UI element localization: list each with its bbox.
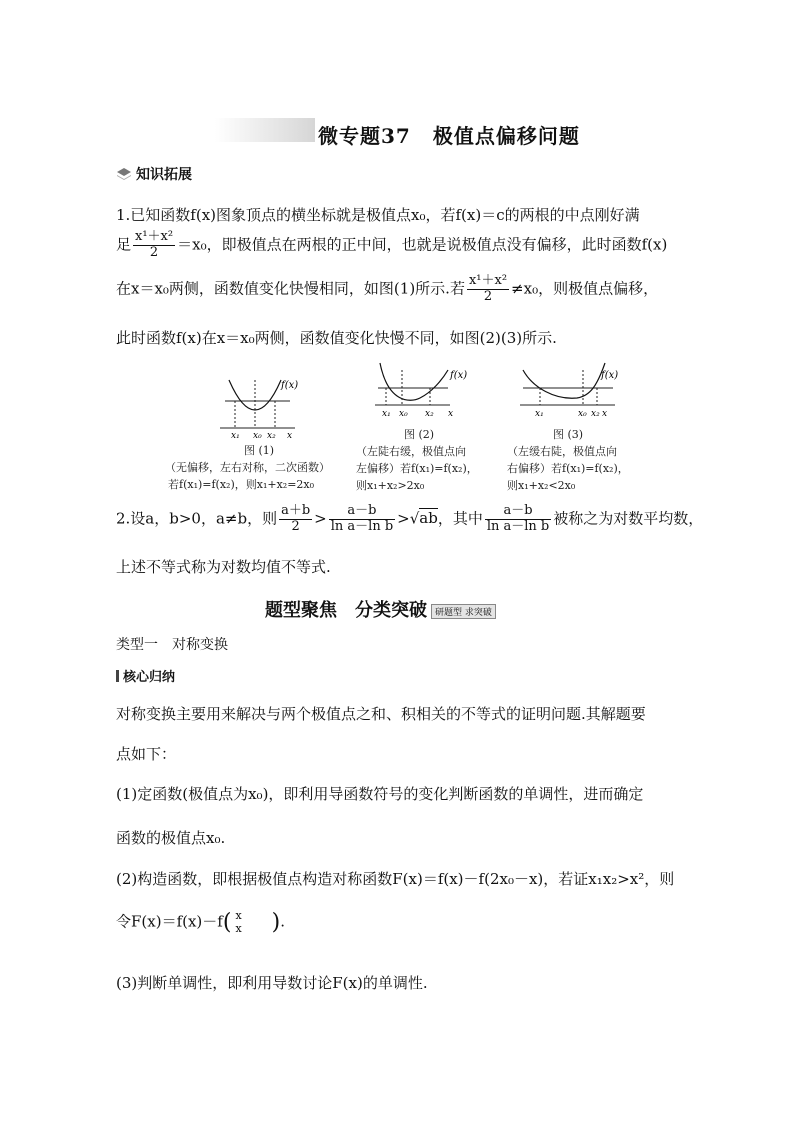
body-line6: 令F(x)＝f(x)－f( x x ). [116,909,286,936]
fig1-caption-1: （无偏移，左右对称，二次函数） [165,461,330,474]
section-heading-types: 题型聚焦 分类突破 研题型 求突破 [265,596,496,622]
bar-marker-icon [116,670,119,682]
title-number: 微专题37 [318,124,411,148]
body-line3: (1)定函数(极值点为x₀)，即利用导函数符号的变化判断函数的单调性，进而确定 [116,785,644,803]
title-decor-bar [215,118,315,142]
svg-text:x₀: x₀ [578,409,587,419]
svg-text:x₂: x₂ [591,409,600,419]
body-line2: 点如下： [116,745,177,763]
svg-text:x₁: x₁ [231,431,240,441]
fraction-mid-2: $\frac{\text{x¹＋x²}}{2}$ [468,273,508,304]
fig3-caption-2: 右偏移）若f(x₁)=f(x₂)， [507,462,629,475]
para2-line2: 上述不等式称为对数均值不等式. [116,558,331,576]
fig2-caption-1: （左陡右缓，极值点向 [356,445,466,458]
title-text: 极值点偏移问题 [432,124,580,148]
type1-label: 类型一 对称变换 [116,637,228,653]
para1-line2: 足 $\frac{\text{x¹＋x²}}{2}$ ＝x₀，即极值点在两根的正中间，也就是说极值点没有偏移，此时函数f(x) [116,229,668,260]
fig3-caption-3: 则x₁+x₂<2x₀ [507,479,576,492]
fig1-fx: f(x) [281,380,299,391]
fig2-name: 图 (2) [404,428,435,441]
para1-line4: 此时函数f(x)在x＝x₀两侧，函数值变化快慢不同，如图(2)(3)所示. [116,329,557,347]
section-knowledge-label: 知识拓展 [136,167,192,183]
body-line1: 对称变换主要用来解决与两个极值点之和、积相关的不等式的证明问题.其解题要 [116,705,646,723]
fig3-name: 图 (3) [553,428,584,441]
fig3-caption-1: （左缓右陡，极值点向 [507,445,617,458]
figure-1-graph [215,370,320,442]
heading-tag: 研题型 求突破 [431,604,496,619]
fig3-fx: f(x) [601,370,619,381]
core-summary-label: 核心归纳 [116,666,175,685]
fig2-fx: f(x) [450,370,468,381]
figure-2-graph [370,358,475,426]
body-line5: (2)构造函数，即根据极值点构造对称函数F(x)＝f(x)－f(2x₀－x)，若证x₁x₂>x²，则 [116,870,675,888]
body-line4: 函数的极值点x₀. [116,829,226,847]
fig2-caption-3: 则x₁+x₂>2x₀ [356,479,425,492]
sqrt-sign: √ [409,509,420,528]
body-line7: (3)判断单调性，即利用导数讨论F(x)的单调性. [116,974,428,992]
fig1-caption-2: 若f(x₁)=f(x₂)，则x₁+x₂=2x₀ [168,478,315,491]
svg-text:x₀: x₀ [253,431,262,441]
para2-line1: 2.设a，b>0，a≠b，则 $\frac{a+b}{2}$ > $\frac{a-b}{\text{ln a－ln b}}$ >√ab，其中 $\frac{a-b}{\text{ln a－ln b}}$ 被称之为对数平均数， [116,503,704,534]
svg-text:x: x [602,409,608,419]
svg-text:x₁: x₁ [382,409,391,419]
fig1-name: 图 (1) [244,444,275,457]
layers-icon [116,167,132,181]
svg-text:x: x [287,431,293,441]
para1-line1: 1.已知函数f(x)图象顶点的横坐标就是极值点x₀，若f(x)＝c的两根的中点刚好满 [116,206,640,224]
fraction-mid: $\frac{\text{x¹＋x²}}{2}$ [135,229,174,260]
para1-line3: 在x＝x₀两侧，函数值变化快慢相同，如图(1)所示.若 $\frac{\text{x¹＋x²}}{2}$ ≠x₀，则极值点偏移， [116,273,659,304]
page-title [318,120,580,149]
section-knowledge [116,164,192,184]
figure-3-graph [515,358,635,426]
fig2-caption-2: 左偏移）若f(x₁)=f(x₂)， [356,462,478,475]
svg-text:x: x [448,409,454,419]
svg-text:x₀: x₀ [399,409,408,419]
svg-text:x₂: x₂ [425,409,434,419]
svg-text:x₁: x₁ [535,409,544,419]
svg-text:x₂: x₂ [267,431,276,441]
